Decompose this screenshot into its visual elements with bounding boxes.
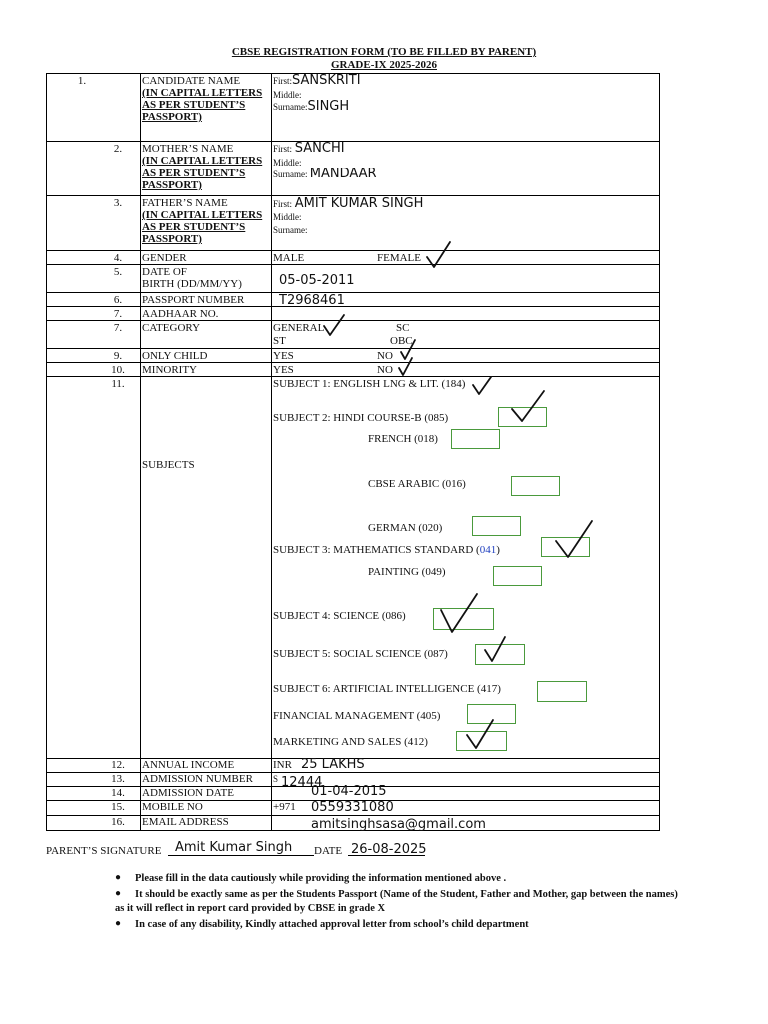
bullet-icon: ●	[115, 872, 122, 883]
date-label: DATE	[314, 845, 343, 857]
father-middle-field[interactable]: Middle:	[273, 212, 302, 222]
check-mark-icon	[470, 374, 494, 398]
gender-label: GENDER	[142, 252, 187, 264]
row-number: 9.	[113, 350, 123, 362]
email-value[interactable]: amitsinghsasa@gmail.com	[311, 817, 486, 832]
mother-surname-field[interactable]: Surname: MANDAAR	[273, 168, 377, 180]
note-1: Please fill in the data cautiously while providing the information mentioned above .	[135, 873, 507, 884]
mother-name-label: MOTHER’S NAME (IN CAPITAL LETTERS AS PER STUDENT’S PASSPORT)	[142, 143, 263, 191]
option-marketing-sales[interactable]: MARKETING AND SALES (412)	[273, 736, 428, 748]
minority-no[interactable]: NO	[377, 364, 393, 376]
german-checkbox[interactable]	[472, 516, 521, 536]
subject-4-science[interactable]: SUBJECT 4: SCIENCE (086)	[273, 610, 406, 622]
check-mark-icon	[396, 356, 416, 378]
subjects-label: SUBJECTS	[142, 459, 195, 471]
row-number: 15.	[111, 801, 125, 813]
subject-2-hindi[interactable]: SUBJECT 2: HINDI COURSE-B (085)	[273, 412, 449, 424]
father-surname-field[interactable]: Surname:	[273, 225, 308, 235]
passport-label: PASSPORT NUMBER	[142, 294, 245, 306]
admission-number-value[interactable]: 12444	[281, 775, 323, 790]
check-mark-icon	[552, 517, 596, 561]
row-number: 12.	[111, 759, 125, 771]
date-value[interactable]: 26-08-2025	[351, 842, 427, 857]
check-mark-icon	[437, 590, 481, 636]
candidate-name-label: CANDIDATE NAME (IN CAPITAL LETTERS AS PER STUDENT’S PASSPORT)	[142, 75, 263, 123]
category-option-general[interactable]: GENERAL	[273, 322, 325, 334]
arabic-checkbox[interactable]	[511, 476, 560, 496]
row-number: 4.	[113, 252, 123, 264]
aadhaar-label: AADHAAR NO.	[142, 308, 219, 320]
mother-first-field[interactable]: First: SANCHI	[273, 141, 345, 156]
note-2: It should be exactly same as per the Students Passport (Name of the Student, Father and Mother, gap between the names)	[135, 889, 678, 900]
form-title: CBSE REGISTRATION FORM (TO BE FILLED BY PARENT)	[231, 46, 537, 58]
category-option-st[interactable]: ST	[273, 335, 286, 347]
row-number: 11.	[111, 378, 125, 390]
father-first-field[interactable]: First: AMIT KUMAR SINGH	[273, 196, 424, 211]
email-label: EMAIL ADDRESS	[142, 816, 229, 828]
row-number: 5.	[113, 266, 123, 278]
subject-1-english[interactable]: SUBJECT 1: ENGLISH LNG & LIT. (184)	[273, 378, 466, 390]
gender-option-male[interactable]: MALE	[273, 252, 305, 264]
option-french[interactable]: FRENCH (018)	[368, 433, 438, 445]
dob-label: DATE OF BIRTH (DD/MM/YY)	[142, 266, 242, 290]
check-mark-icon	[508, 387, 548, 427]
mobile-value[interactable]: 0559331080	[311, 800, 394, 815]
subject-3-mathematics[interactable]: SUBJECT 3: MATHEMATICS STANDARD (041)	[273, 544, 500, 556]
check-mark-icon	[482, 634, 508, 664]
capital-letters-note: (IN CAPITAL LETTERS AS PER STUDENT’S PASSPORT)	[142, 87, 263, 123]
income-value[interactable]: 25 LAKHS	[301, 757, 365, 772]
row-number: 7.	[113, 322, 123, 334]
only-child-no[interactable]: NO	[377, 350, 393, 362]
mobile-prefix: +971	[273, 801, 296, 813]
signature-underline	[168, 855, 314, 856]
category-option-sc[interactable]: SC	[396, 322, 410, 334]
row-number: 14.	[111, 787, 125, 799]
check-mark-icon	[321, 312, 347, 338]
option-painting[interactable]: PAINTING (049)	[368, 566, 446, 578]
mobile-label: MOBILE NO	[142, 801, 203, 813]
bullet-icon: ●	[115, 888, 122, 899]
row-number: 2.	[113, 143, 123, 155]
admission-number-label: ADMISSION NUMBER	[142, 773, 253, 785]
admission-prefix: S	[273, 774, 279, 784]
row-number: 6.	[113, 294, 123, 306]
gender-option-female[interactable]: FEMALE	[377, 252, 421, 264]
row-number: 3.	[113, 197, 123, 209]
income-prefix: INR	[273, 759, 292, 771]
signature-value[interactable]: Amit Kumar Singh	[175, 840, 293, 855]
row-number: 16.	[111, 816, 125, 828]
note-3: In case of any disability, Kindly attached approval letter from school’s child department	[135, 919, 529, 930]
ai-checkbox[interactable]	[537, 681, 587, 702]
check-mark-icon	[464, 717, 496, 751]
subject-6-artificial-intelligence[interactable]: SUBJECT 6: ARTIFICIAL INTELLIGENCE (417)	[273, 683, 501, 695]
admission-date-value[interactable]: 01-04-2015	[311, 784, 387, 799]
subject-5-social-science[interactable]: SUBJECT 5: SOCIAL SCIENCE (087)	[273, 648, 448, 660]
candidate-surname-field[interactable]: Surname:SINGH	[273, 99, 350, 114]
option-arabic[interactable]: CBSE ARABIC (016)	[368, 478, 466, 490]
painting-checkbox[interactable]	[493, 566, 542, 586]
father-name-label: FATHER’S NAME (IN CAPITAL LETTERS AS PER STUDENT’S PASSPORT)	[142, 197, 263, 245]
passport-value[interactable]: T2968461	[279, 293, 345, 308]
note-2-continued: as it will reflect in report card provided by CBSE in grade X	[115, 903, 386, 914]
only-child-label: ONLY CHILD	[142, 350, 208, 362]
minority-yes[interactable]: YES	[273, 364, 294, 376]
candidate-middle-field[interactable]: Middle:	[273, 90, 302, 100]
option-german[interactable]: GERMAN (020)	[368, 522, 443, 534]
minority-label: MINORITY	[142, 364, 197, 376]
form-subtitle: GRADE-IX 2025-2026	[330, 59, 438, 71]
option-financial-management[interactable]: FINANCIAL MANAGEMENT (405)	[273, 710, 441, 722]
only-child-yes[interactable]: YES	[273, 350, 294, 362]
candidate-first-field[interactable]: First:SANSKRITI	[273, 73, 361, 88]
bullet-icon: ●	[115, 918, 122, 929]
row-number: 10.	[111, 364, 125, 376]
check-mark-icon	[424, 240, 454, 270]
row-number: 13.	[111, 773, 125, 785]
mother-middle-field[interactable]: Middle:	[273, 158, 302, 168]
category-option-obc[interactable]: OBC	[390, 335, 413, 347]
annual-income-label: ANNUAL INCOME	[142, 759, 235, 771]
row-number: 7.	[113, 308, 123, 320]
signature-label: PARENT’S SIGNATURE	[46, 845, 162, 857]
admission-date-label: ADMISSION DATE	[142, 787, 234, 799]
dob-value[interactable]: 05-05-2011	[279, 273, 355, 288]
row-number: 1.	[77, 75, 87, 87]
french-checkbox[interactable]	[451, 429, 500, 449]
category-label: CATEGORY	[142, 322, 201, 334]
